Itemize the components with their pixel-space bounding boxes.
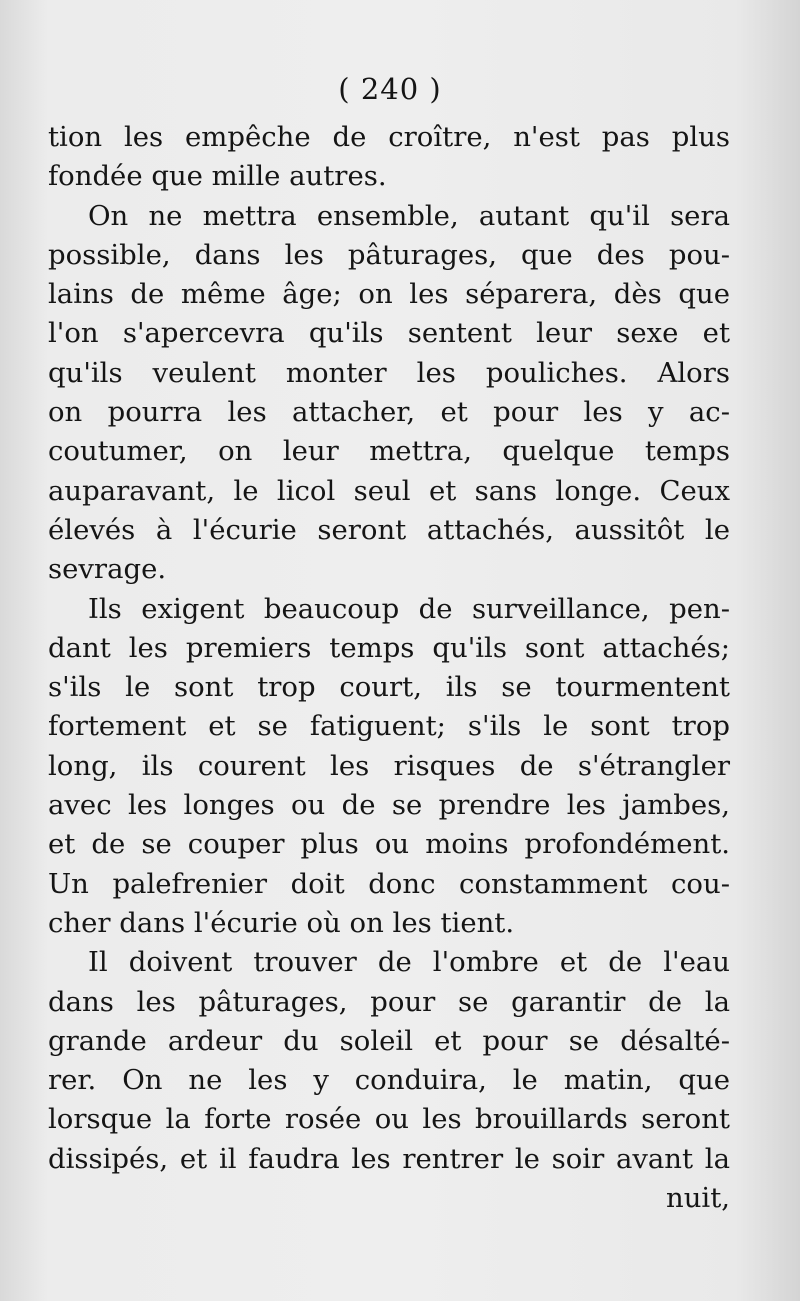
text-line: tion les empêche de croître, n'est pas plus — [48, 121, 730, 153]
text-line: long, ils courent les risques de s'étrangler — [48, 749, 730, 782]
text-line: nuit, — [665, 1182, 730, 1215]
text-line: fortement et se fatiguent; s'ils le sont trop — [48, 710, 730, 743]
text-line: Un palefrenier doit donc constamment cou- — [48, 867, 730, 900]
text-line: sevrage. — [48, 553, 167, 586]
text-line: auparavant, le licol seul et sans longe. Ceux — [48, 474, 730, 507]
text-line: lains de même âge; on les séparera, dès que — [48, 278, 730, 311]
text-line: Ils exigent beaucoup de surveillance, pen- — [88, 592, 730, 625]
text-line: on pourra les attacher, et pour les y ac- — [48, 396, 730, 429]
body-text — [48, 118, 730, 1218]
text-line: dant les premiers temps qu'ils sont attachés; — [48, 631, 730, 664]
page-number: ( 240 ) — [338, 72, 442, 106]
text-line: Il doivent trouver de l'ombre et de l'eau — [88, 946, 730, 979]
text-line: rer. On ne les y conduira, le matin, que — [48, 1064, 730, 1097]
text-line: dans les pâturages, pour se garantir de la — [48, 985, 730, 1018]
text-line: avec les longes ou de se prendre les jambes, — [48, 789, 730, 822]
text-line: dissipés, et il faudra les rentrer le soir avant la — [48, 1142, 730, 1175]
text-line: l'on s'apercevra qu'ils sentent leur sexe et — [48, 317, 730, 350]
text-line: grande ardeur du soleil et pour se désalté- — [48, 1024, 730, 1057]
text-line: élevés à l'écurie seront attachés, aussitôt le — [48, 513, 730, 546]
text-line: qu'ils veulent monter les pouliches. Alors — [48, 356, 730, 389]
text-line: et de se couper plus ou moins profondément. — [48, 828, 730, 861]
text-line: lorsque la forte rosée ou les brouillards seront — [48, 1103, 730, 1136]
text-line: coutumer, on leur mettra, quelque temps — [48, 435, 730, 468]
text-line: On ne mettra ensemble, autant qu'il sera — [88, 199, 730, 232]
text-line: s'ils le sont trop court, ils se tourmentent — [48, 671, 730, 704]
text-line: possible, dans les pâturages, que des pou- — [48, 238, 730, 271]
text-line: cher dans l'écurie où on les tient. — [48, 906, 515, 939]
text-line: fondée que mille autres. — [48, 160, 387, 193]
